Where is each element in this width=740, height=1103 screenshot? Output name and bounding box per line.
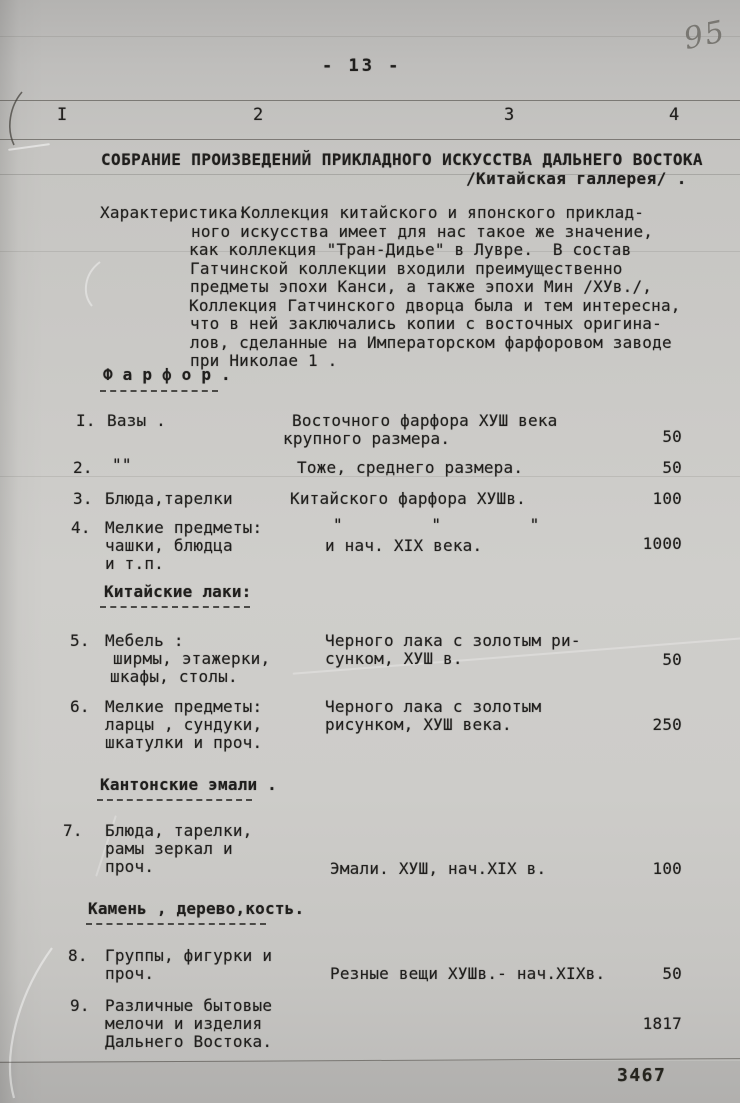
characteristic-line: что в ней заключались копии с восточных оригина- [190, 314, 662, 333]
item-desc-line: Восточного фарфора ХУШ века [292, 411, 558, 430]
item-desc-line: сунком, ХУШ в. [325, 649, 463, 668]
item-name-line: ларцы , сундуки, [105, 715, 263, 734]
section-heading-lacquer: Китайские лаки: [104, 582, 252, 601]
item-desc-line: Черного лака с золотым [325, 697, 542, 716]
item-name-line: и т.п. [105, 554, 164, 573]
item-desc-line: Резные вещи ХУШв.- нач.ХIХв. [330, 964, 606, 983]
section-underline [97, 799, 252, 801]
item-quantity: 50 [662, 964, 682, 983]
item-number: 7. [63, 821, 83, 840]
column-marker-3: 3 [504, 105, 515, 125]
characteristic-line: при Николае 1 . [190, 351, 338, 370]
item-name-line: проч. [105, 964, 155, 983]
item-name-line: мелочи и изделия [105, 1014, 263, 1033]
stamp-number: 3467 [617, 1065, 667, 1086]
document-title: СОБРАНИЕ ПРОИЗВЕДЕНИЙ ПРИКЛАДНОГО ИСКУССТВА ДАЛЬНЕГО ВОСТОКА [101, 150, 703, 169]
handwritten-page-number: 95 [680, 13, 730, 58]
item-desc-line: " " " [333, 515, 540, 534]
item-desc-line: Эмали. ХУШ, нач.ХIХ в. [330, 859, 547, 878]
item-name-line: Различные бытовые [105, 996, 273, 1015]
item-name-line: шкафы, столы. [110, 667, 238, 686]
item-name-line: Мелкие предметы: [105, 518, 263, 537]
page-number: - 13 - [322, 56, 402, 76]
item-number: 3. [73, 489, 93, 508]
item-name-line: Группы, фигурки и [105, 946, 273, 965]
item-quantity: 100 [652, 859, 682, 878]
ruled-line-bottom [0, 139, 740, 140]
section-underline [100, 606, 250, 608]
item-quantity: 1817 [642, 1014, 682, 1033]
item-quantity: 1000 [642, 534, 682, 553]
section-heading-enamel: Кантонские эмали . [100, 775, 277, 794]
item-number: 5. [70, 631, 90, 650]
characteristic-label: Характеристика: [100, 203, 248, 222]
characteristic-line: Коллекция Гатчинского дворца была и тем интересна, [189, 296, 681, 315]
item-name-line: шкатулки и проч. [105, 733, 263, 752]
section-underline [100, 390, 218, 392]
item-name-line: Мебель : [105, 631, 184, 650]
item-desc-line: Китайского фарфора ХУШв. [290, 489, 526, 508]
document-subtitle: /Китайская галлерея/ . [466, 169, 687, 188]
item-number: 9. [70, 996, 90, 1015]
item-name-line: Блюда, тарелки, [105, 821, 253, 840]
item-desc-line: Черного лака с золотым ри- [325, 631, 581, 650]
item-number: I. [76, 411, 96, 430]
item-quantity: 50 [662, 650, 682, 669]
item-name-line: Вазы . [107, 411, 166, 430]
item-number: 4. [71, 518, 91, 537]
characteristic-line: Коллекция китайского и японского приклад- [241, 203, 645, 222]
item-desc-line: Тоже, среднего размера. [297, 458, 524, 477]
item-quantity: 100 [652, 489, 682, 508]
scan-streak [0, 36, 740, 37]
item-desc-line: крупного размера. [283, 429, 451, 448]
item-name-line: рамы зеркал и [105, 839, 233, 858]
item-desc-line: рисунком, ХУШ века. [325, 715, 512, 734]
scratch-arc [74, 258, 108, 310]
item-number: 6. [70, 697, 90, 716]
section-heading-stone-wood-bone: Камень , дерево,кость. [88, 899, 305, 918]
column-marker-4: 4 [669, 105, 680, 125]
item-quantity: 250 [652, 715, 682, 734]
item-name-line: "" [112, 455, 132, 474]
characteristic-line: как коллекция "Тран-Дидье" в Лувре. В состав [189, 240, 632, 259]
item-name-line: Дальнего Востока. [105, 1032, 273, 1051]
scratch-arc [0, 940, 64, 1103]
item-name-line: чашки, блюдца [105, 536, 233, 555]
item-name-line: ширмы, этажерки, [113, 649, 271, 668]
item-number: 2. [73, 458, 93, 477]
ruled-line-top [0, 100, 740, 101]
item-quantity: 50 [662, 427, 682, 446]
characteristic-line: предметы эпохи Канси, а также эпохи Мин /ХУв./, [190, 277, 653, 296]
item-name-line: проч. [105, 857, 155, 876]
characteristic-line: лов, сделанные на Императорском фарфоровом заводе [190, 333, 672, 352]
item-name-line: Мелкие предметы: [105, 697, 263, 716]
item-name-line: Блюда,тарелки [105, 489, 233, 508]
characteristic-line: ного искусства имеет для нас такое же значение, [191, 222, 654, 241]
item-desc-line: и нач. ХIХ века. [325, 536, 483, 555]
item-number: 8. [68, 946, 88, 965]
column-marker-1: I [57, 105, 68, 125]
item-quantity: 50 [662, 458, 682, 477]
characteristic-line: Гатчинской коллекции входили преимущественно [190, 259, 623, 278]
section-heading-porcelain: Ф а р ф о р . [103, 365, 231, 384]
section-underline [86, 923, 266, 925]
column-marker-2: 2 [253, 105, 264, 125]
